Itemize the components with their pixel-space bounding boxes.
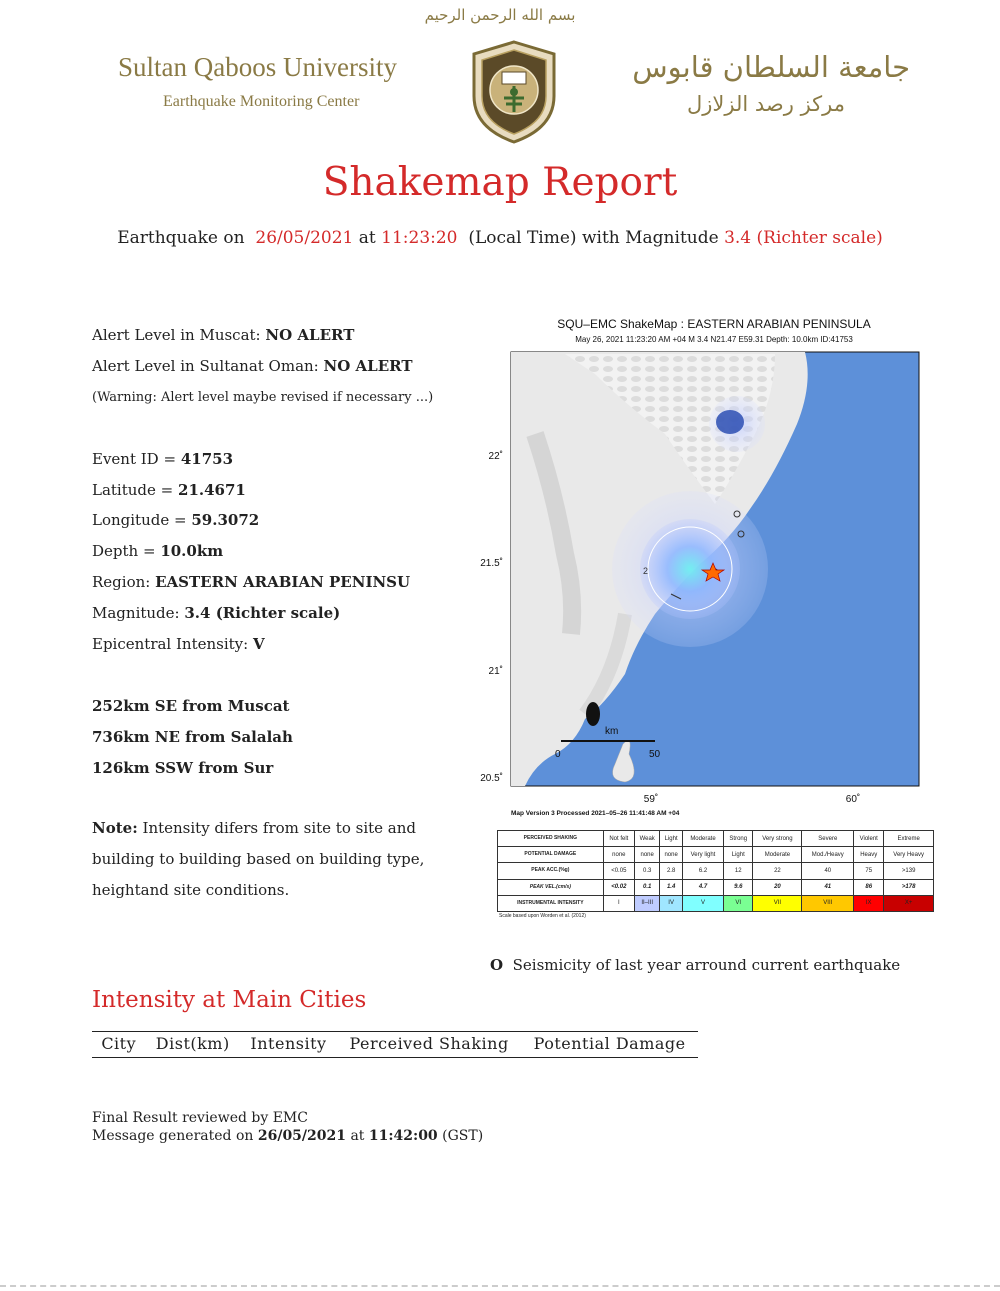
lat-tick-21-5: 21.5˚ xyxy=(480,558,503,569)
legend-cell: none xyxy=(634,847,659,863)
event-longitude xyxy=(92,511,259,529)
latitude-value: 21.4671 xyxy=(178,481,246,499)
center-name-en: Earthquake Monitoring Center xyxy=(163,93,360,110)
map-subtitle: May 26, 2021 11:23:20 AM +04 M 3.4 N21.47 E59.31 Depth: 10.0km ID:41753 xyxy=(575,335,853,344)
legend-cell: 0.1 xyxy=(634,879,659,895)
alert-muscat-label: Alert Level in Muscat: xyxy=(92,326,261,344)
legend-cell: 75 xyxy=(854,863,884,879)
alert-oman xyxy=(92,357,413,375)
note-label: Note: xyxy=(92,819,138,837)
note-line-1 xyxy=(92,819,416,837)
legend-cell: Severe xyxy=(802,831,854,847)
lat-tick-20-5: 20.5˚ xyxy=(480,773,503,784)
bismillah-text: بسم الله الرحمن الرحيم xyxy=(424,6,576,24)
event-id-value: 41753 xyxy=(180,450,234,468)
page-bottom-divider xyxy=(0,1285,1000,1287)
legend-cell: <0.05 xyxy=(603,863,634,879)
legend-credit: Scale based upon Worden et al. (2012) xyxy=(499,913,586,919)
cities-table xyxy=(92,1031,698,1058)
legend-row-label: POTENTIAL DAMAGE xyxy=(498,847,604,863)
map-version: Map Version 3 Processed 2021–05–26 11:41:48 AM +04 xyxy=(511,810,680,817)
legend-cell: Very strong xyxy=(753,831,802,847)
map-scale-label: km xyxy=(605,726,619,737)
university-logo-icon xyxy=(470,40,558,144)
event-magnitude xyxy=(92,604,340,622)
lat-tick-21: 21˚ xyxy=(488,666,503,677)
event-id-label: Event ID = xyxy=(92,450,177,468)
legend-row-label: INSTRUMENTAL INTENSITY xyxy=(498,895,604,911)
distance-salalah: 736km NE from Salalah xyxy=(92,728,293,746)
alert-warning: (Warning: Alert level maybe revised if necessary ...) xyxy=(92,390,434,405)
summary-local-time: (Local Time) with Magnitude xyxy=(468,228,719,248)
legend-cell: 9.6 xyxy=(724,879,753,895)
longitude-label: Longitude = xyxy=(92,511,187,529)
lon-tick-59: 59˚ xyxy=(643,794,659,805)
legend-row-intensity xyxy=(498,895,934,911)
distance-muscat: 252km SE from Muscat xyxy=(92,697,290,715)
shakemap-figure xyxy=(475,314,935,819)
region-label: Region: xyxy=(92,573,151,591)
note-line-2: building to building based on building type, xyxy=(92,850,425,868)
lat-tick-22: 22˚ xyxy=(488,451,503,462)
report-title: Shakemap Report xyxy=(322,160,678,205)
legend-cell: Extreme xyxy=(884,831,934,847)
legend-cell: Heavy xyxy=(854,847,884,863)
center-name-ar: مركز رصد الزلازل xyxy=(687,92,845,116)
legend-cell: Very Heavy xyxy=(884,847,934,863)
alert-muscat-value: NO ALERT xyxy=(265,326,355,344)
column-header-city: City xyxy=(101,1034,137,1053)
legend-cell: Moderate xyxy=(753,847,802,863)
legend-cell: none xyxy=(603,847,634,863)
depth-value: 10.0km xyxy=(160,542,224,560)
note-line-3: heightand site conditions. xyxy=(92,881,290,899)
alert-oman-label: Alert Level in Sultanat Oman: xyxy=(92,357,319,375)
legend-color-cell: IX xyxy=(854,895,884,911)
summary-scale: (Richter scale) xyxy=(756,228,883,248)
earthquake-summary-line xyxy=(0,228,1000,248)
message-generated-line xyxy=(92,1128,483,1144)
legend-row-shaking xyxy=(498,831,934,847)
summary-prefix: Earthquake on xyxy=(117,228,245,248)
seismicity-text: Seismicity of last year arround current earthquake xyxy=(512,956,901,974)
msg-tz: (GST) xyxy=(442,1128,484,1144)
seismicity-note xyxy=(490,956,900,974)
column-header-dist: Dist(km) xyxy=(155,1034,230,1053)
column-header-shaking: Perceived Shaking xyxy=(349,1034,509,1053)
legend-cell: >139 xyxy=(884,863,934,879)
legend-cell: 0.3 xyxy=(634,863,659,879)
magnitude-label: Magnitude: xyxy=(92,604,180,622)
cities-section-title: Intensity at Main Cities xyxy=(92,987,367,1013)
map-scale-end: 50 xyxy=(649,749,661,760)
event-intensity xyxy=(92,635,265,653)
contour-label: 2 xyxy=(643,566,649,576)
legend-row-label: PERCEIVED SHAKING xyxy=(498,831,604,847)
legend-row-damage xyxy=(498,847,934,863)
legend-cell: 20 xyxy=(753,879,802,895)
legend-color-cell: VIII xyxy=(802,895,854,911)
legend-row-acc xyxy=(498,863,934,879)
legend-row-label: PEAK VEL.(cm/s) xyxy=(498,879,604,895)
legend-cell: 22 xyxy=(753,863,802,879)
legend-cell: Weak xyxy=(634,831,659,847)
legend-cell: >178 xyxy=(884,879,934,895)
university-name-en: Sultan Qaboos University xyxy=(118,52,397,82)
legend-cell: Violent xyxy=(854,831,884,847)
legend-color-cell: VI xyxy=(724,895,753,911)
legend-color-cell: IV xyxy=(660,895,682,911)
legend-cell: 86 xyxy=(854,879,884,895)
column-header-intensity: Intensity xyxy=(250,1034,327,1053)
legend-cell: Mod./Heavy xyxy=(802,847,854,863)
final-result-note: Final Result reviewed by EMC xyxy=(92,1110,308,1126)
legend-color-cell: V xyxy=(682,895,723,911)
legend-cell: 1.4 xyxy=(660,879,682,895)
legend-cell: Strong xyxy=(724,831,753,847)
event-depth xyxy=(92,542,223,560)
legend-cell: none xyxy=(660,847,682,863)
event-latitude xyxy=(92,481,246,499)
note-text-1: Intensity difers from site to site and xyxy=(142,819,417,837)
legend-color-cell: II–III xyxy=(634,895,659,911)
lon-tick-60: 60˚ xyxy=(845,794,861,805)
summary-at: at xyxy=(358,228,376,248)
depth-label: Depth = xyxy=(92,542,156,560)
column-header-damage: Potential Damage xyxy=(533,1034,686,1053)
legend-cell: 2.8 xyxy=(660,863,682,879)
region-value: EASTERN ARABIAN PENINSU xyxy=(155,573,411,591)
map-scale-start: 0 xyxy=(555,749,561,760)
legend-cell: 12 xyxy=(724,863,753,879)
event-region xyxy=(92,573,410,591)
summary-date: 26/05/2021 xyxy=(255,228,354,248)
msg-time: 11:42:00 xyxy=(368,1128,438,1144)
alert-muscat xyxy=(92,326,354,344)
legend-row-vel xyxy=(498,879,934,895)
intensity-scale-legend xyxy=(497,830,934,919)
summary-magnitude: 3.4 xyxy=(724,228,752,248)
alert-oman-value: NO ALERT xyxy=(323,357,413,375)
event-id xyxy=(92,450,233,468)
legend-cell: Not felt xyxy=(603,831,634,847)
msg-date: 26/05/2021 xyxy=(257,1128,346,1144)
distance-sur: 126km SSW from Sur xyxy=(92,759,274,777)
seismicity-marker-icon: O xyxy=(490,956,504,974)
university-name-ar: جامعة السلطان قابوس xyxy=(632,50,910,84)
summary-time: 11:23:20 xyxy=(381,228,458,248)
legend-cell: 41 xyxy=(802,879,854,895)
map-title: SQU–EMC ShakeMap : EASTERN ARABIAN PENINSULA xyxy=(557,317,871,331)
legend-cell: Light xyxy=(724,847,753,863)
legend-color-cell: X+ xyxy=(884,895,934,911)
legend-row-label: PEAK ACC.(%g) xyxy=(498,863,604,879)
legend-cell: Moderate xyxy=(682,831,723,847)
legend-cell: Very light xyxy=(682,847,723,863)
legend-cell: <0.02 xyxy=(603,879,634,895)
intensity-label: Epicentral Intensity: xyxy=(92,635,249,653)
magnitude-value: 3.4 (Richter scale) xyxy=(184,604,341,622)
longitude-value: 59.3072 xyxy=(191,511,260,529)
legend-cell: 6.2 xyxy=(682,863,723,879)
legend-cell: Light xyxy=(660,831,682,847)
legend-cell: 40 xyxy=(802,863,854,879)
legend-cell: 4.7 xyxy=(682,879,723,895)
legend-color-cell: VII xyxy=(753,895,802,911)
msg-prefix: Message generated on xyxy=(92,1128,254,1144)
intensity-value: V xyxy=(252,635,265,653)
cities-table-header xyxy=(92,1032,698,1057)
msg-at: at xyxy=(350,1128,365,1144)
latitude-label: Latitude = xyxy=(92,481,174,499)
legend-color-cell: I xyxy=(603,895,634,911)
